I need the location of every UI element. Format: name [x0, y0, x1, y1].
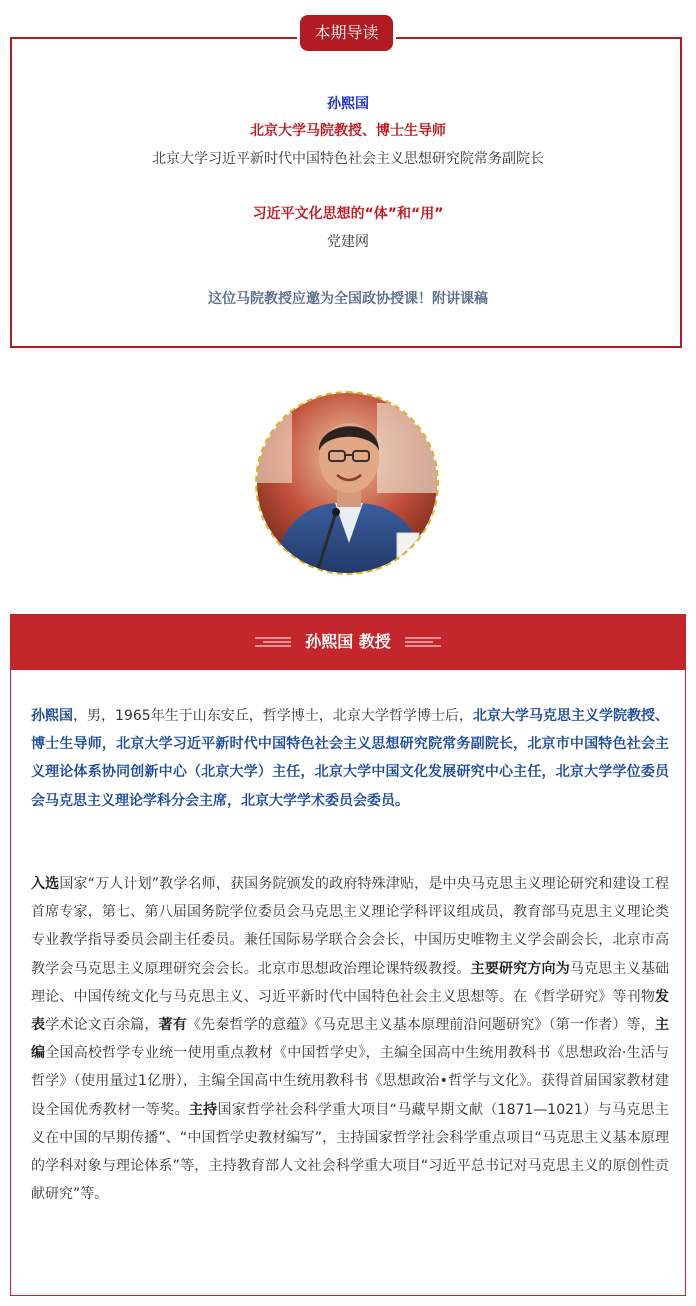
speaker-title: 北京大学马院教授、博士生导师	[250, 123, 446, 139]
bio-positions: 北京大学马克思主义学院教授、博士生导师，北京大学习近平新时代中国特色社会主义思想研究院常务副院长，北京市中国特色社会主义理论体系协同创新中心（北京大学）主任，北京大学中国文化发展研究中心主任，北京大学学位委员会马克思主义理论学科分会主席，北京大学学术委员会委员。	[31, 708, 669, 809]
bio-body	[10, 670, 686, 1296]
intro-badge: 本期导读	[300, 15, 393, 51]
bio-text: 《先秦哲学的意蕴》《马克思主义基本原理前沿问题研究》（第一作者）等，	[186, 1017, 656, 1034]
bio-keyword: 著有	[158, 1017, 187, 1034]
header-decor-right-icon	[405, 636, 441, 648]
related-article-link[interactable]: 这位马院教授应邀为全国政协授课！附讲课稿	[208, 291, 488, 307]
bio-basic-info: ，男，1965年生于山东安丘，哲学博士，北京大学哲学博士后，	[73, 708, 473, 724]
bio-keyword: 主要研究方向为	[470, 960, 570, 977]
bio-keyword: 主持	[188, 1101, 218, 1118]
speaker-portrait	[255, 391, 439, 575]
bio-paragraph-positions	[31, 702, 669, 815]
bio-keyword: 入选	[31, 876, 60, 892]
bio-text: 国家哲学社会科学重大项目“马藏早期文献（1871—1021）与马克思主义在中国的早期传播”、“中国哲学史教材编写”，主持国家哲学社会科学重点项目“马克思主义基本原理的学科对象与理论体系”等，主持教育部人文社会科学重大项目“习近平总书记对马克思主义的原创性贡献研究”等。	[31, 1101, 670, 1203]
bio-text: 全国高校哲学专业统一使用重点教材《中国哲学史》，主编全国高中生统用教科书《思想政治·生活与哲学》（使用量过1亿册），主编全国高中生统用教科书《思想政治•哲学与文化》。获得首届国家教材建设全国优秀教材一等奖。	[31, 1045, 669, 1118]
speaker-name: 孙熙国	[327, 96, 369, 112]
article-source: 党建网	[327, 234, 369, 250]
bio-paragraph-achievements	[31, 870, 669, 1208]
bio-name: 孙熙国	[31, 708, 74, 724]
portrait-photo	[257, 393, 437, 573]
bio-title: 孙熙国 教授	[305, 632, 391, 651]
bio-keyword: 发表	[31, 988, 669, 1034]
article-title: 习近平文化思想的“体”和“用”	[252, 206, 444, 222]
bio-text: 国家“万人计划”教学名师，获国务院颁发的政府特殊津贴，是中央马克思主义理论研究和建设工程首席专家，第七、第八届国务院学位委员会马克思主义理论学科评议组成员，教育部马克思主义理论类专业教学指导委员会副主任委员。兼任国际易学联合会会长，中国历史唯物主义学会副会长，北京市高教学会马克思主义原理研究会会长。北京市思想政治理论课特级教授。	[31, 876, 669, 977]
speaker-institution: 北京大学习近平新时代中国特色社会主义思想研究院常务副院长	[152, 151, 544, 167]
bio-header	[10, 614, 686, 670]
bio-text: 马克思主义基础理论、中国传统文化与马克思主义、习近平新时代中国特色社会主义思想等。在《哲学研究》等刊物	[31, 960, 670, 1005]
bio-keyword: 主编	[31, 1017, 670, 1062]
bio-text: 学术论文百余篇，	[45, 1017, 159, 1034]
